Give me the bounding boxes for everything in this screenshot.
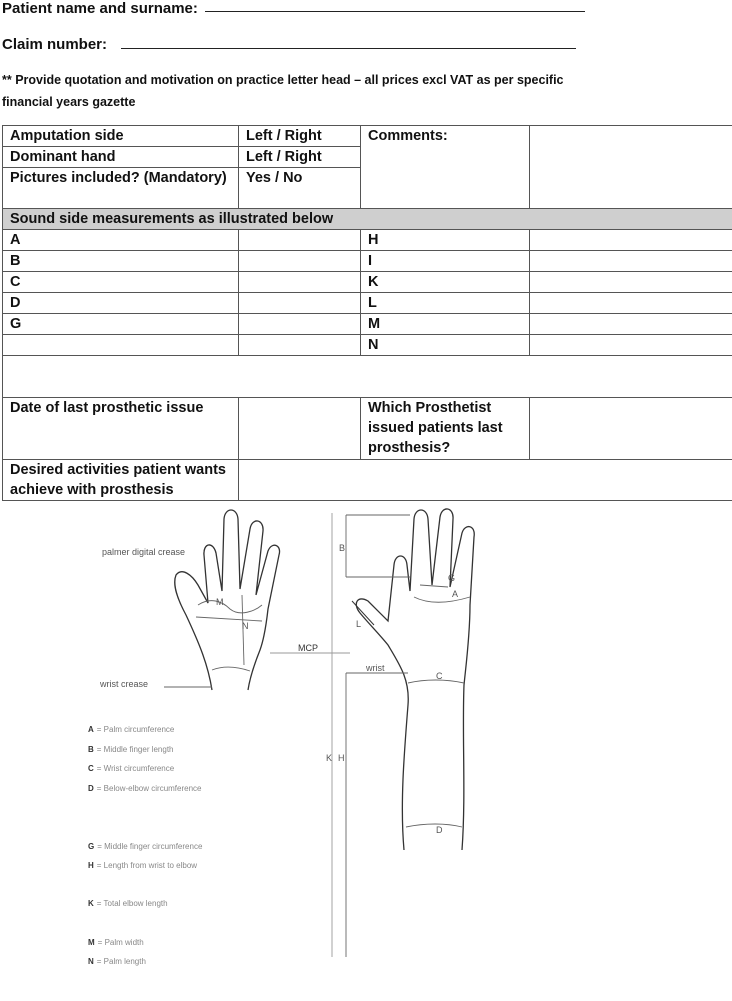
dominant-hand-label: Dominant hand bbox=[3, 147, 239, 168]
quotation-note-line1: ** Provide quotation and motivation on practice letter head – all prices excl VAT as per specific bbox=[2, 73, 564, 87]
measure-label-blank bbox=[3, 335, 239, 356]
patient-name-field[interactable] bbox=[205, 11, 585, 12]
b-label: B bbox=[339, 543, 346, 553]
measure-label-g: G bbox=[3, 314, 239, 335]
measure-value-l[interactable] bbox=[530, 293, 732, 314]
measure-value-c[interactable] bbox=[239, 272, 361, 293]
measure-label-a: A bbox=[3, 230, 239, 251]
d-label: D bbox=[436, 825, 443, 835]
legend-item-n: N = Palm length bbox=[88, 957, 146, 966]
palmer-crease-label: palmer digital crease bbox=[102, 547, 186, 557]
mcp-label: MCP bbox=[298, 643, 318, 653]
m-label: M bbox=[216, 597, 224, 607]
measure-label-h: H bbox=[361, 230, 530, 251]
measure-label-b: B bbox=[3, 251, 239, 272]
legend-item-a: A = Palm circumference bbox=[88, 725, 175, 734]
comments-field[interactable] bbox=[530, 126, 732, 209]
legend-item-b: B = Middle finger length bbox=[88, 745, 174, 754]
h-label: H bbox=[338, 753, 345, 763]
quotation-note-line2: financial years gazette bbox=[2, 95, 136, 109]
measure-label-i: I bbox=[361, 251, 530, 272]
legend-item-c: C = Wrist circumference bbox=[88, 764, 175, 773]
pictures-included-label: Pictures included? (Mandatory) bbox=[3, 168, 239, 209]
measure-value-d[interactable] bbox=[239, 293, 361, 314]
amputation-side-label: Amputation side bbox=[3, 126, 239, 147]
claim-number-field[interactable] bbox=[121, 48, 576, 49]
measure-value-i[interactable] bbox=[530, 251, 732, 272]
l-label: L bbox=[356, 619, 362, 629]
pictures-included-value[interactable]: Yes / No bbox=[239, 168, 361, 209]
right-hand-outline bbox=[352, 509, 474, 850]
left-hand-outline bbox=[175, 510, 280, 690]
measure-value-g[interactable] bbox=[239, 314, 361, 335]
desired-activities-label: Desired activities patient wants achieve with prosthesis bbox=[3, 460, 239, 501]
measure-label-m: M bbox=[361, 314, 530, 335]
legend-item-k: K = Total elbow length bbox=[88, 899, 168, 908]
measure-label-n: N bbox=[361, 335, 530, 356]
n-label: N bbox=[242, 621, 249, 631]
legend-item-g: G = Middle finger circumference bbox=[88, 842, 203, 851]
date-last-issue-field[interactable] bbox=[239, 398, 361, 460]
measure-value-m[interactable] bbox=[530, 314, 732, 335]
desired-activities-field[interactable] bbox=[239, 460, 732, 501]
measure-label-k: K bbox=[361, 272, 530, 293]
which-prosthetist-field[interactable] bbox=[530, 398, 732, 460]
a-label: A bbox=[452, 589, 459, 599]
measure-value-h[interactable] bbox=[530, 230, 732, 251]
amputation-form-table bbox=[2, 125, 732, 501]
legend-item-d: D = Below-elbow circumference bbox=[88, 784, 202, 793]
spacer-row bbox=[3, 356, 732, 398]
legend-item-h: H = Length from wrist to elbow bbox=[88, 861, 198, 870]
measure-value-k[interactable] bbox=[530, 272, 732, 293]
wrist-crease-label: wrist crease bbox=[100, 679, 149, 689]
dominant-hand-value[interactable]: Left / Right bbox=[239, 147, 361, 168]
sound-side-heading: Sound side measurements as illustrated below bbox=[3, 209, 732, 230]
measure-value-blank[interactable] bbox=[239, 335, 361, 356]
claim-number-label: Claim number: bbox=[2, 36, 108, 53]
date-last-issue-label: Date of last prosthetic issue bbox=[3, 398, 239, 460]
quotation-note bbox=[2, 69, 702, 113]
measure-label-c: C bbox=[3, 272, 239, 293]
patient-name-label: Patient name and surname: bbox=[2, 0, 198, 17]
measure-value-b[interactable] bbox=[239, 251, 361, 272]
measurement-guides bbox=[164, 513, 410, 957]
which-prosthetist-label: Which Prosthetist issued patients last prosthesis? bbox=[361, 398, 530, 460]
wrist-label: wrist bbox=[366, 663, 385, 673]
measure-value-n[interactable] bbox=[530, 335, 732, 356]
legend-item-m: M = Palm width bbox=[88, 938, 144, 947]
measure-label-d: D bbox=[3, 293, 239, 314]
c-label: C bbox=[436, 671, 443, 681]
measure-value-a[interactable] bbox=[239, 230, 361, 251]
k-label: K bbox=[326, 753, 333, 763]
g-label: G bbox=[448, 573, 456, 583]
measure-label-l: L bbox=[361, 293, 530, 314]
measurement-diagram bbox=[0, 505, 732, 1001]
comments-label: Comments: bbox=[361, 126, 530, 209]
amputation-side-value[interactable]: Left / Right bbox=[239, 126, 361, 147]
